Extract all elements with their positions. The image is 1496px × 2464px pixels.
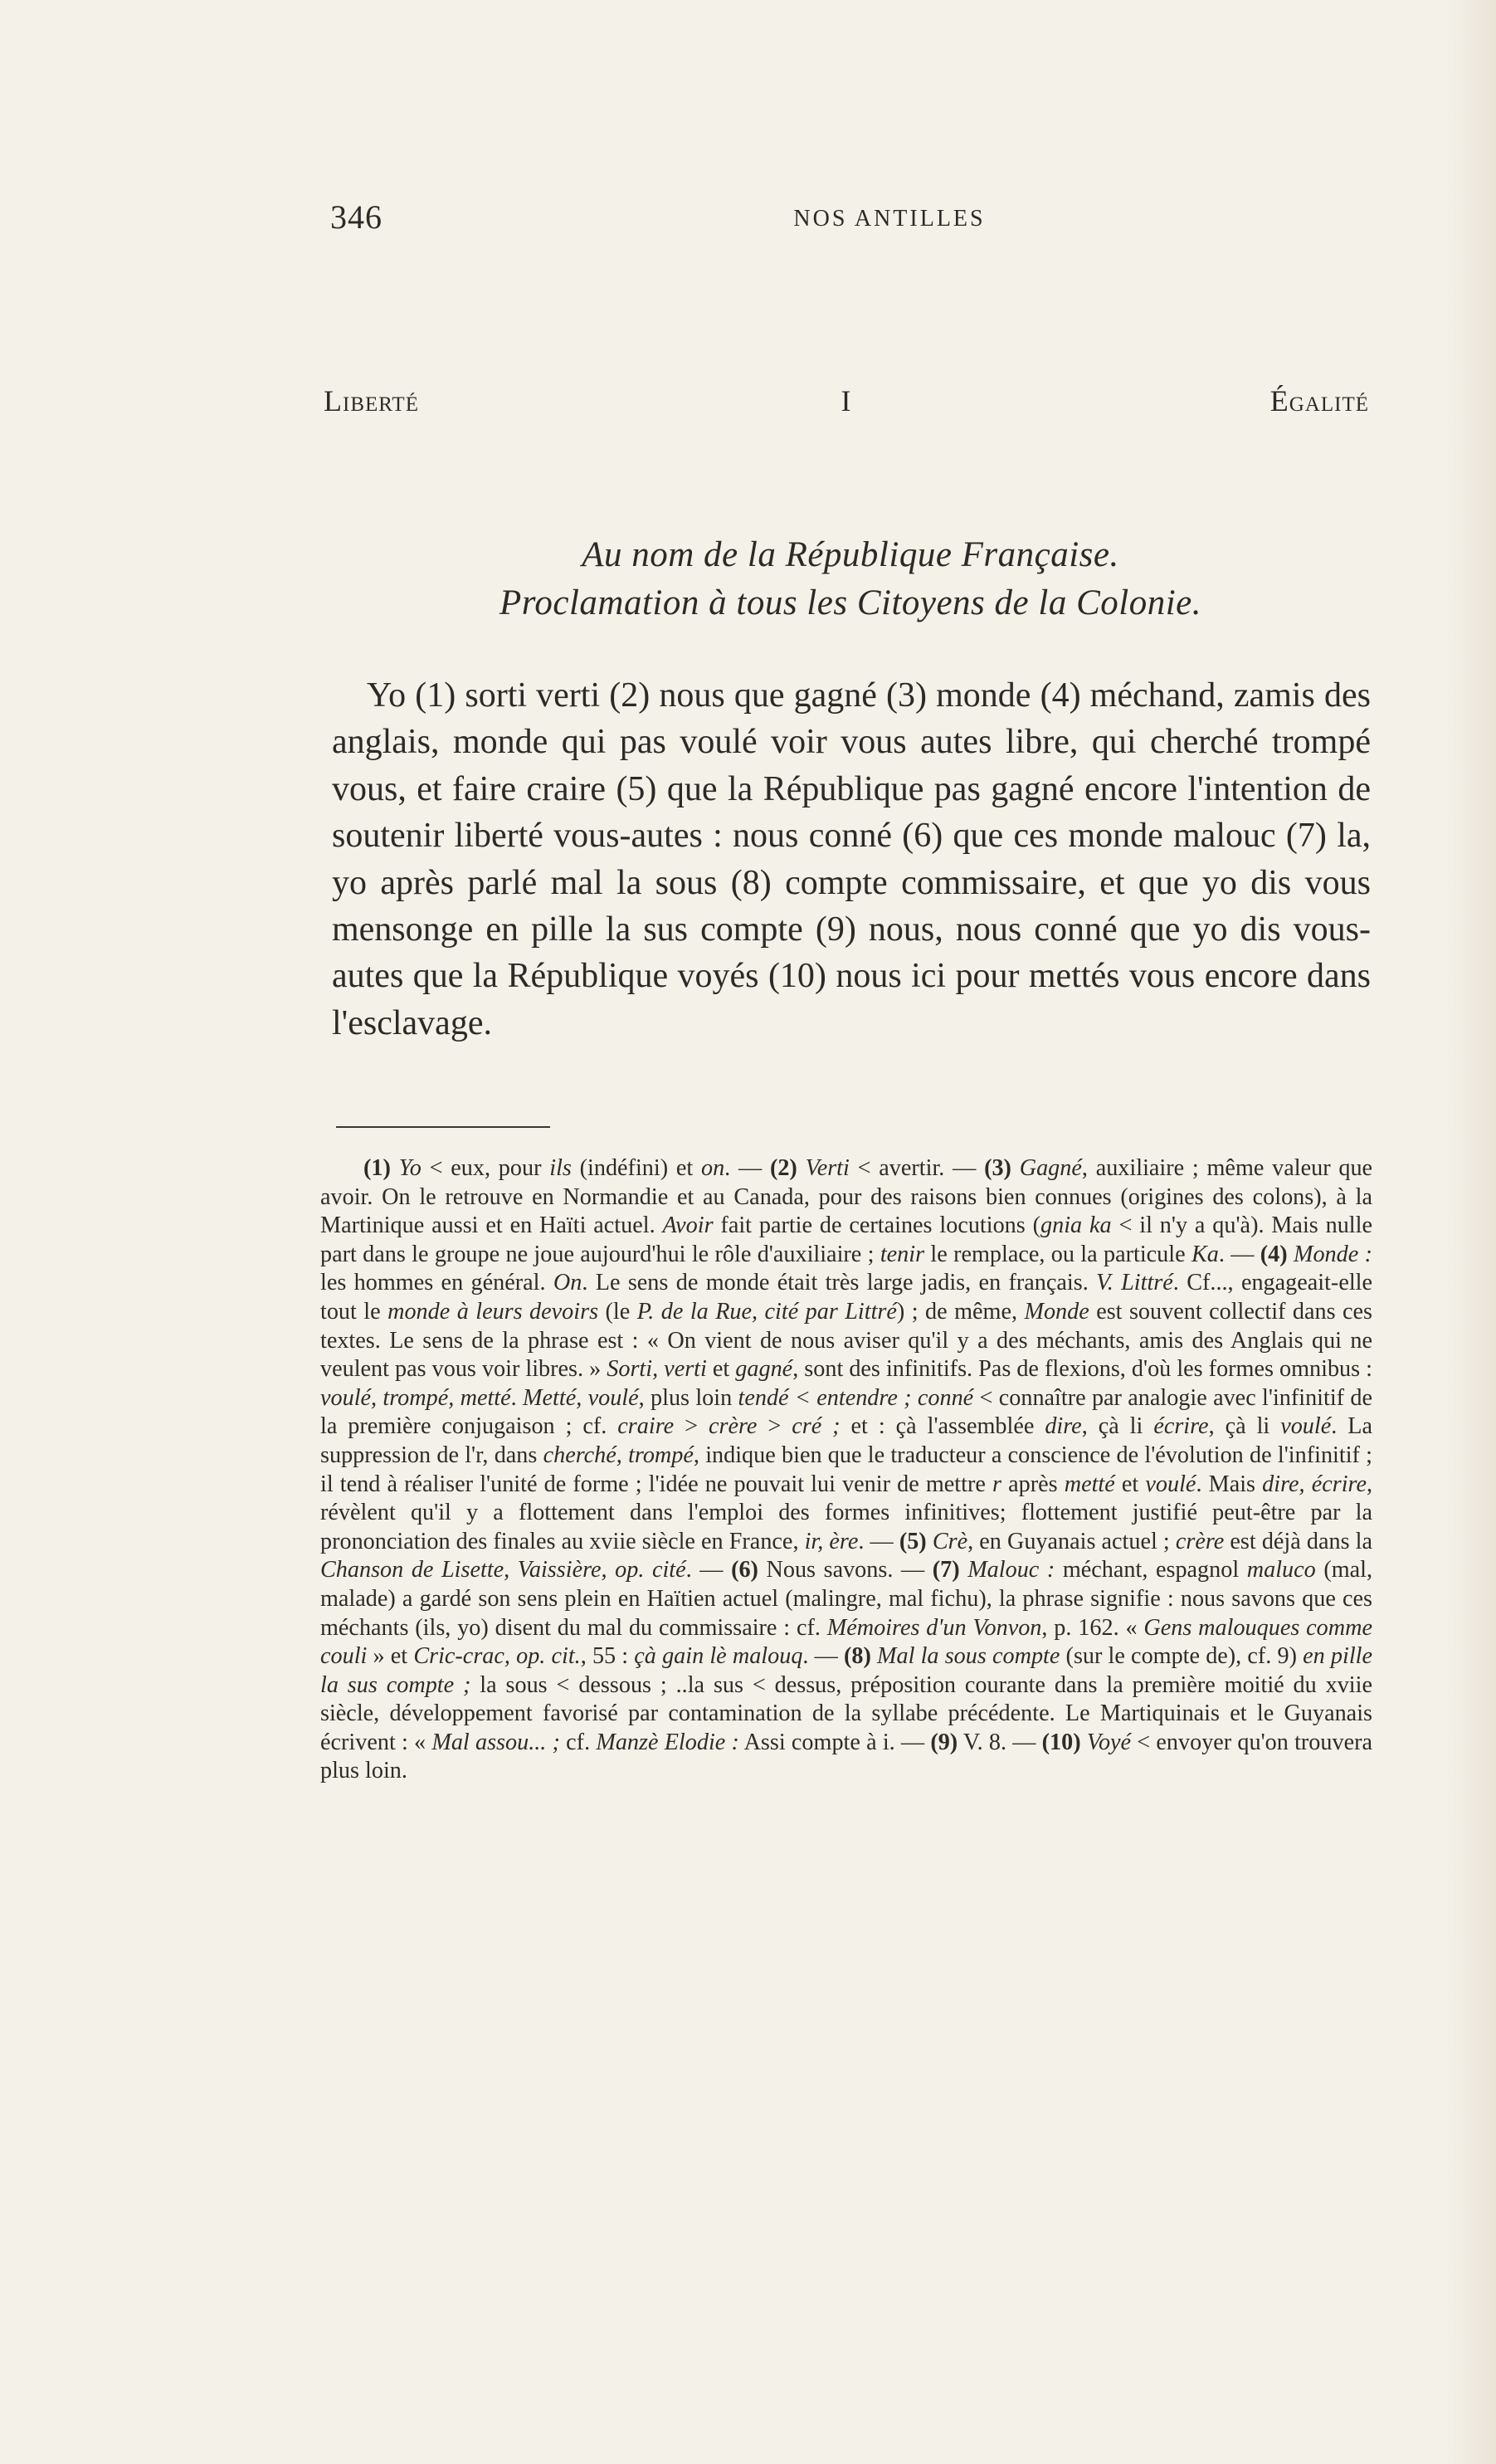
footnote-run: , indique bien que le traducteur a conscience de l'évolution de l'infinitif ; il tend à réaliser l'unité de forme ; l'idée ne pouvait lui venir de mettre: [320, 1442, 1373, 1497]
footnote-run: [1081, 1730, 1087, 1755]
footnote-run: est souvent collectif dans ces textes. Le sens de la phrase est : « On vient de nous aviser qu'il y a des méchants, amis des Anglais qui ne veulent pas vous voir libres. »: [320, 1298, 1372, 1383]
footnote-number: (2): [769, 1155, 797, 1181]
footnote-number: (9): [930, 1729, 958, 1755]
footnote-run: < eux, pour: [421, 1155, 550, 1181]
footnote-run: , en Guyanais actuel ;: [967, 1528, 1176, 1554]
footnote-number: (8): [843, 1643, 871, 1670]
footnote-run: < envoyer qu'on trouvera plus loin.: [320, 1729, 1372, 1784]
page-edge-shadow: [1446, 0, 1496, 2464]
footnote-run: < avertir. —: [849, 1155, 985, 1181]
footnote-run: [797, 1155, 806, 1181]
footnote-run: Malouc :: [967, 1557, 1055, 1583]
footnote-run: , auxiliaire ; même valeur que avoir. On le retrouve en Normandie et au Canada, pour des raisons bien connues (origines des colons), à la Martinique aussi et en Haïti actuel.: [320, 1155, 1373, 1239]
footnote-run: le remplace, ou la particule: [924, 1241, 1191, 1267]
footnote-run: Yo: [398, 1155, 422, 1181]
footnote-run: .: [510, 1384, 524, 1411]
footnote-run: < il n'y a qu'à). Mais nulle part dans le groupe ne joue aujourd'hui le rôle d'auxiliaire ;: [320, 1212, 1372, 1267]
footnote-run: . Le sens de monde était très large jadis, en français.: [582, 1270, 1097, 1296]
footnote-run: Avoir: [662, 1212, 714, 1239]
footnote-run: écrire: [1153, 1413, 1209, 1440]
footnote-run: [960, 1557, 968, 1583]
motto-center: I: [841, 384, 852, 417]
footnote-run: Gagné: [1019, 1155, 1082, 1181]
footnote-run: on: [700, 1155, 725, 1181]
footnote-run: Mal assou... ;: [431, 1729, 560, 1755]
motto-right: Égalité: [1269, 384, 1369, 417]
footnote-rule: [336, 1126, 550, 1128]
page-number: 346: [330, 198, 383, 236]
footnote-run: [1011, 1155, 1020, 1181]
footnote-run: monde à leurs devoirs: [387, 1298, 599, 1325]
footnote-number: (3): [984, 1155, 1011, 1181]
footnote-run: (le: [598, 1298, 637, 1325]
footnote-run: Assi compte à i. —: [738, 1729, 931, 1755]
footnote-run: V. Littré: [1096, 1270, 1173, 1296]
footnote-run: tenir: [880, 1241, 925, 1267]
footnote-run: la sous < dessous ; ..la sus < dessus, préposition courante dans la première moitié du xviie siècle, développement favorisé par contamination de la syllabe précédente. Le Martiquinais et le Guyanais écrivent : «: [320, 1671, 1372, 1755]
footnote-run: les hommes en général.: [320, 1270, 553, 1296]
footnote-run: >: [674, 1413, 709, 1440]
footnote-run: , çà li: [1208, 1413, 1281, 1440]
footnote-run: Verti: [805, 1155, 850, 1181]
footnote-run: Ka: [1191, 1241, 1219, 1267]
footnote-run: Voyé: [1086, 1729, 1132, 1755]
footnote-run: V. 8. —: [958, 1729, 1042, 1755]
footnote-run: < connaître par analogie avec l'infinitif de la première conjugaison ; cf.: [320, 1384, 1373, 1440]
footnote-number: (6): [731, 1557, 758, 1583]
footnote-run: ) ; de même,: [896, 1298, 1025, 1325]
footnote-run: Nous savons. —: [758, 1557, 933, 1583]
footnote-run: et: [706, 1356, 736, 1383]
footnote-run: est déjà dans la: [1224, 1528, 1372, 1554]
footnote-run: metté: [1064, 1471, 1115, 1497]
motto-left: Liberté: [324, 384, 419, 417]
footnote-run: Sorti, verti: [607, 1356, 707, 1383]
footnote-run: Metté, voulé: [523, 1384, 639, 1411]
footnote-run: cré ;: [792, 1413, 841, 1440]
footnote-run: dire, écrire: [1262, 1471, 1367, 1497]
footnote-number: (5): [899, 1528, 927, 1554]
footnote-run: . —: [858, 1528, 899, 1554]
footnote-run: , p. 162. «: [1041, 1614, 1144, 1641]
footnote-run: crère: [1175, 1528, 1225, 1554]
footnote-run: méchant, espagnol: [1055, 1557, 1247, 1583]
footnote-run: Gens malouques comme couli: [320, 1614, 1372, 1670]
proclamation-text: Yo (1) sorti verti (2) nous que gagné (3) monde (4) méchand, zamis des anglais, monde qui pas voulé voir vous autes libre, qui cherché trompé vous, et faire craire (5) que la République pas gagné encore l'intention de soutenir liberté vous-autes : nous conné (6) que ces monde malouc (7) la, yo après parlé mal la sous (8) compte commissaire, et que yo dis vous mensonge en pille la sus compte (9) nous, nous conné que yo dis vous-autes que la République voyés (10) nous ici pour mettés vous encore dans l'esclavage.: [332, 676, 1371, 1042]
footnote-run: Cric-crac, op. cit.: [413, 1643, 581, 1670]
footnote-run: P. de la Rue, cité par Littré: [636, 1298, 897, 1325]
footnote-run: On: [553, 1270, 582, 1296]
footnote-run: cf.: [559, 1729, 597, 1755]
heading-line-1: Au nom de la République Française.: [582, 535, 1119, 574]
footnote-number: (1): [363, 1155, 391, 1181]
footnote-run: et: [1114, 1471, 1146, 1497]
footnote-run: en pille la sus compte ;: [320, 1643, 1373, 1698]
footnote-run: . La suppression de l'r, dans: [320, 1413, 1372, 1468]
footnote-run: , révèlent qu'il y a flottement dans l'emploi des formes infinitives; flottement justifié peut-être par la prononciation des finales au xviie siècle en France,: [320, 1471, 1373, 1554]
footnote-run: Mémoires d'un Vonvon: [826, 1614, 1042, 1641]
footnote-run: Crè: [932, 1528, 968, 1554]
footnote-run: [391, 1155, 399, 1181]
footnote-run: . —: [724, 1155, 770, 1181]
footnote-number: (4): [1260, 1241, 1288, 1267]
footnote-run: . —: [1218, 1241, 1260, 1267]
footnote-run: . Mais: [1196, 1471, 1263, 1497]
running-title: NOS ANTILLES: [793, 206, 986, 232]
footnote-run: voulé: [1280, 1413, 1332, 1440]
footnote-run: cherché, trompé: [543, 1442, 694, 1468]
footnote-run: r: [992, 1471, 1001, 1497]
footnote-run: ir, ère: [804, 1528, 859, 1554]
footnote-run: . —: [685, 1557, 732, 1583]
footnote-run: , sont des infinitifs. Pas de flexions, d'où les formes omnibus :: [792, 1356, 1372, 1383]
footnote-run: voulé, trompé, metté: [320, 1384, 511, 1411]
footnote-run: tendé < entendre ; conné: [738, 1384, 974, 1411]
footnote-run: maluco: [1246, 1557, 1316, 1583]
footnote-run: fait partie de certaines locutions (: [713, 1212, 1041, 1239]
footnote-run: Chanson de Lisette, Vaissière, op. cité: [320, 1557, 686, 1583]
footnote-run: [871, 1643, 877, 1669]
footnote-run: . Cf..., engageait-elle tout le: [320, 1270, 1373, 1325]
footnote-run: , 55 :: [580, 1643, 635, 1670]
footnote-run: >: [757, 1413, 792, 1440]
heading-line-2: Proclamation à tous les Citoyens de la Colonie.: [499, 583, 1201, 622]
footnote-run: (sur le compte de), cf. 9): [1060, 1643, 1304, 1670]
footnote-run: voulé: [1145, 1471, 1196, 1497]
footnote-run: , çà li: [1081, 1413, 1154, 1440]
footnote-run: . —: [802, 1643, 844, 1670]
footnote-run: , plus loin: [638, 1384, 738, 1411]
footnote-run: dire: [1045, 1413, 1082, 1440]
footnote-run: » et: [367, 1643, 414, 1670]
footnote-run: et : çà l'assemblée: [840, 1413, 1045, 1440]
footnote-number: (10): [1041, 1729, 1081, 1755]
running-head: [330, 198, 1366, 247]
footnote-run: [1288, 1242, 1294, 1267]
footnote-run: gagné: [735, 1356, 793, 1383]
footnote-run: çà gain lè malouq: [634, 1643, 803, 1670]
footnote-run: craire: [617, 1413, 675, 1440]
footnotes: [320, 1154, 1372, 1786]
footnote-run: (indéfini) et: [571, 1155, 701, 1181]
republican-motto: [324, 383, 1369, 433]
footnote-run: crère: [708, 1413, 758, 1440]
footnote-number: (7): [932, 1557, 960, 1583]
footnote-run: [927, 1529, 933, 1554]
footnote-run: Monde :: [1293, 1241, 1372, 1267]
footnote-run: gnia ka: [1040, 1212, 1112, 1239]
proclamation-heading: [332, 531, 1369, 627]
footnote-run: Monde: [1024, 1298, 1089, 1325]
footnote-run: après: [1001, 1471, 1065, 1497]
footnote-run: Mal la sous compte: [877, 1643, 1060, 1670]
footnote-run: ils: [549, 1155, 572, 1181]
footnote-run: (mal, malade) a gardé son sens plein en Haïtien actuel (malingre, mal fichu), la phrase signifie : nous savons que ces méchants (ils, yo) disent du mal du commissaire : cf.: [320, 1557, 1373, 1641]
footnote-run: Manzè Elodie :: [596, 1729, 739, 1755]
